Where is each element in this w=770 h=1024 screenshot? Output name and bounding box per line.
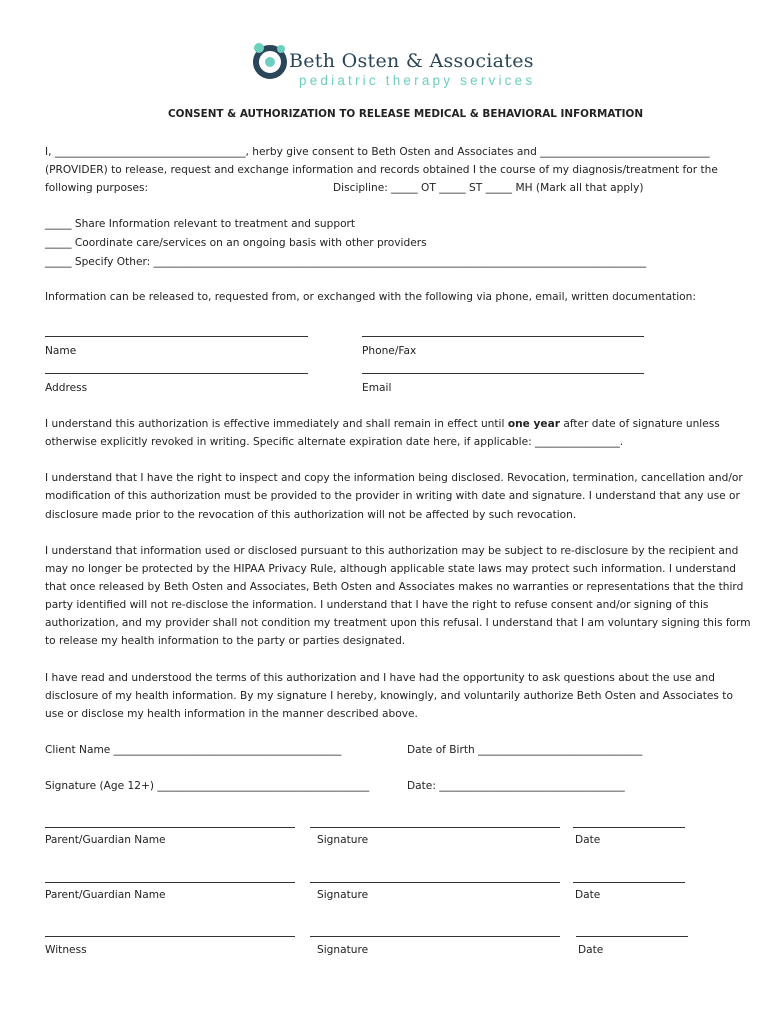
para3-line-2: may no longer be protected by the HIPAA Privacy Rule, although applicable state laws may protect such information. I understand xyxy=(45,563,737,575)
client-name-field[interactable]: Client Name ___________________________________________ xyxy=(45,744,342,756)
name-field-line[interactable] xyxy=(45,336,308,337)
email-field-line[interactable] xyxy=(362,373,644,374)
name-label: Name xyxy=(45,345,77,357)
guardian1-date-label: Date xyxy=(575,834,601,846)
witness-name-line[interactable] xyxy=(45,936,295,937)
phone-fax-field-line[interactable] xyxy=(362,336,644,337)
purpose-other[interactable]: _____ Specify Other: _____________________________________________________________________________________________ xyxy=(45,256,647,268)
guardian1-date-line[interactable] xyxy=(573,827,685,828)
witness-signature-line[interactable] xyxy=(310,936,560,937)
address-field-line[interactable] xyxy=(45,373,308,374)
guardian1-name-line[interactable] xyxy=(45,827,295,828)
purpose-coordinate[interactable]: _____ Coordinate care/services on an ongoing basis with other providers xyxy=(45,237,427,249)
para2-line-2: modification of this authorization must be provided to the provider in writing with date and signature. I understand that any use or xyxy=(45,490,740,502)
logo-brand-name: Beth Osten & Associates xyxy=(289,50,534,72)
intro-line-3: following purposes: xyxy=(45,182,149,194)
page-title: CONSENT & AUTHORIZATION TO RELEASE MEDICAL & BEHAVIORAL INFORMATION xyxy=(168,108,644,120)
para3-line-4: party identified will not re-disclose the information. I understand that I have the right to refuse consent and/or signing of this xyxy=(45,599,709,611)
witness-name-label: Witness xyxy=(45,944,87,956)
release-note: Information can be released to, requested from, or exchanged with the following via phone, email, written documentation: xyxy=(45,291,696,303)
guardian2-signature-label: Signature xyxy=(317,889,369,901)
client-signature-field[interactable]: Signature (Age 12+) ________________________________________ xyxy=(45,780,370,792)
logo-mark-icon xyxy=(251,40,293,82)
guardian1-signature-label: Signature xyxy=(317,834,369,846)
email-label: Email xyxy=(362,382,392,394)
para1-line-1 xyxy=(45,415,720,433)
para1-line-2: otherwise explicitly revoked in writing. Specific alternate expiration date here, if applicable: ________________. xyxy=(45,436,624,448)
discipline-options[interactable]: Discipline: _____ OT _____ ST _____ MH (Mark all that apply) xyxy=(333,182,644,194)
intro-line-2: (PROVIDER) to release, request and exchange information and records obtained I the course of my diagnosis/treatment for the xyxy=(45,164,718,176)
para3-line-6: to release my health information to the party or parties designated. xyxy=(45,635,406,647)
guardian2-name-line[interactable] xyxy=(45,882,295,883)
para2-line-1: I understand that I have the right to inspect and copy the information being disclosed. Revocation, termination, cancellation and/or xyxy=(45,472,743,484)
guardian2-date-line[interactable] xyxy=(573,882,685,883)
witness-date-label: Date xyxy=(578,944,604,956)
guardian2-signature-line[interactable] xyxy=(310,882,560,883)
guardian2-name-label: Parent/Guardian Name xyxy=(45,889,166,901)
para4-line-1: I have read and understood the terms of this authorization and I have had the opportunity to ask questions about the use and xyxy=(45,672,715,684)
guardian1-signature-line[interactable] xyxy=(310,827,560,828)
para3-line-3: that once released by Beth Osten and Associates, Beth Osten and Associates makes no warranties or representations that the third xyxy=(45,581,744,593)
phone-fax-label: Phone/Fax xyxy=(362,345,417,357)
date-of-birth-field[interactable]: Date of Birth _______________________________ xyxy=(407,744,643,756)
guardian1-name-label: Parent/Guardian Name xyxy=(45,834,166,846)
client-date-field[interactable]: Date: ___________________________________ xyxy=(407,780,625,792)
witness-signature-label: Signature xyxy=(317,944,369,956)
para1-text-c: after date of signature unless xyxy=(559,418,720,430)
guardian2-date-label: Date xyxy=(575,889,601,901)
address-label: Address xyxy=(45,382,88,394)
para3-line-1: I understand that information used or disclosed pursuant to this authorization may be subject to re-disclosure by the recipient and xyxy=(45,545,739,557)
para1-emphasis: one year xyxy=(507,418,560,430)
purpose-share[interactable]: _____ Share Information relevant to treatment and support xyxy=(45,218,356,230)
para2-line-3: disclosure made prior to the revocation of this authorization will not be affected by such revocation. xyxy=(45,509,577,521)
intro-line-1: I, ____________________________________, herby give consent to Beth Osten and Associates and ________________________________ xyxy=(45,146,710,158)
para4-line-2: disclosure of my health information. By my signature I hereby, knowingly, and voluntarily authorize Beth Osten and Associates to xyxy=(45,690,733,702)
witness-date-line[interactable] xyxy=(576,936,688,937)
logo-subtitle: pediatric therapy services xyxy=(299,73,536,88)
para1-text-a: I understand this authorization is effective immediately and shall remain in effect until xyxy=(45,418,508,430)
para3-line-5: authorization, and my provider shall not condition my treatment upon this refusal. I understand that I am voluntary signing this form xyxy=(45,617,751,629)
para4-line-3: use or disclose my health information in the manner described above. xyxy=(45,708,418,720)
